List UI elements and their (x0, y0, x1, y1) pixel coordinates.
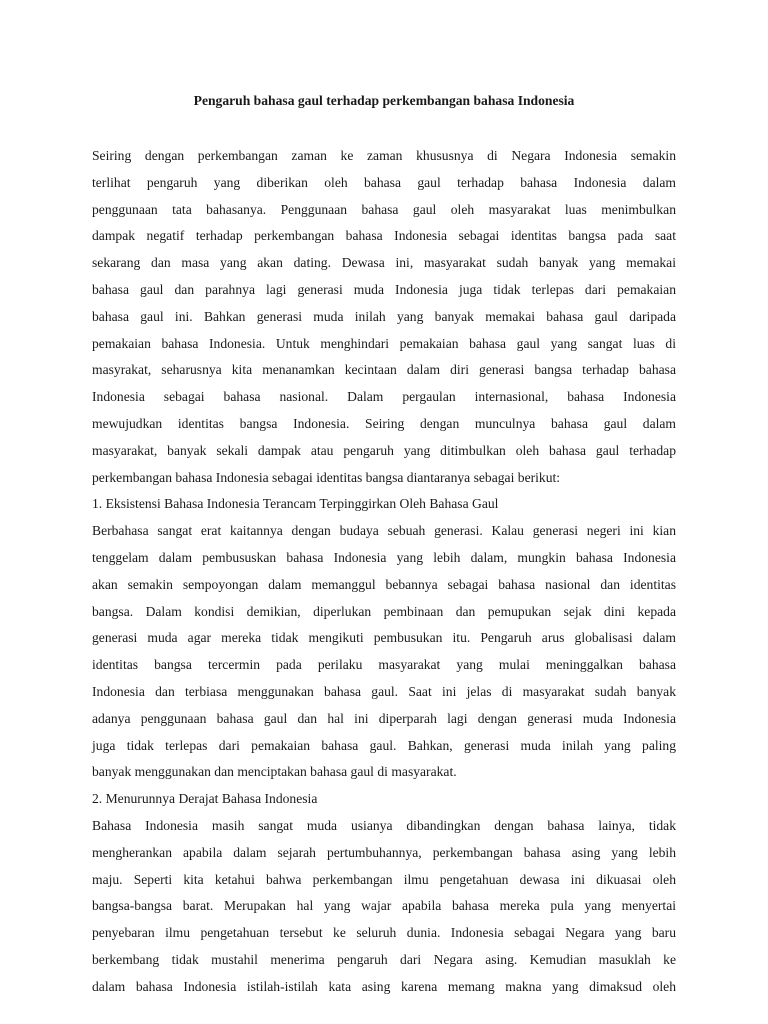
text-line: bangsa-bangsa barat. Merupakan hal yang wajar apabila bahasa mereka pula yang menyertai (92, 898, 676, 914)
text-line: banyak menggunakan dan menciptakan bahasa gaul di masyarakat. (92, 764, 457, 780)
text-line: masyarakat, banyak sekali dampak atau pengaruh yang ditimbulkan oleh bahasa gaul terhadap (92, 442, 676, 458)
text-line: dampak negatif terhadap perkembangan bahasa Indonesia sebagai identitas bangsa pada saat (92, 228, 676, 244)
text-line: 2. Menurunnya Derajat Bahasa Indonesia (92, 791, 318, 807)
text-line: penyebaran ilmu pengetahuan tersebut ke seluruh dunia. Indonesia sebagai Negara yang baru (92, 925, 676, 941)
text-line: mengherankan apabila dalam sejarah pertumbuhannya, perkembangan bahasa asing yang lebih (92, 844, 676, 860)
text-line: Bahasa Indonesia masih sangat muda usianya dibandingkan dengan bahasa lainya, tidak (92, 818, 676, 833)
text-line: perkembangan bahasa Indonesia sebagai identitas bangsa diantaranya sebagai berikut: (92, 469, 561, 485)
text-line: sekarang dan masa yang akan dating. Dewasa ini, masyarakat sudah banyak yang memakai (92, 255, 676, 271)
text-line: berkembang tidak mustahil menerima pengaruh dari Negara asing. Kemudian masuklah ke (92, 952, 676, 967)
text-line: generasi muda agar mereka tidak mengikuti pembusukan itu. Pengaruh arus globalisasi dalam (92, 630, 676, 646)
text-line: maju. Seperti kita ketahui bahwa perkembangan ilmu pengetahuan dewasa ini dikuasai oleh (92, 871, 676, 887)
text-line: bahasa gaul ini. Bahkan generasi muda inilah yang banyak memakai bahasa gaul daripada (92, 308, 676, 324)
text-line: tenggelam dalam pembususkan bahasa Indonesia yang lebih dalam, mungkin bahasa Indonesia (92, 550, 676, 565)
text-line: bahasa gaul dan parahnya lagi generasi muda Indonesia juga tidak terlepas dari pemakaian (92, 282, 676, 297)
document-title: Pengaruh bahasa gaul terhadap perkembangan bahasa Indonesia (193, 93, 575, 108)
text-line: terlihat pengaruh yang diberikan oleh bahasa gaul terhadap bahasa Indonesia dalam (92, 174, 676, 190)
text-line: bangsa. Dalam kondisi demikian, diperlukan pembinaan dan pemupukan sejak dini kepada (92, 603, 676, 619)
text-line: dalam bahasa Indonesia istilah-istilah kata asing karena memang makna yang dimaksud oleh (92, 978, 676, 994)
text-line: pemakaian bahasa Indonesia. Untuk menghindari pemakaian bahasa gaul yang sangat luas di (92, 335, 676, 351)
text-line: Indonesia dan terbiasa menggunakan bahasa gaul. Saat ini jelas di masyarakat sudah banyak (92, 684, 676, 699)
text-line: juga tidak terlepas dari pemakaian bahasa gaul. Bahkan, generasi muda inilah yang paling (92, 737, 676, 753)
text-line: Seiring dengan perkembangan zaman ke zaman khususnya di Negara Indonesia semakin (92, 148, 676, 163)
text-line: Indonesia sebagai bahasa nasional. Dalam pergaulan internasional, bahasa Indonesia (92, 389, 676, 405)
text-line: Berbahasa sangat erat kaitannya dengan budaya sebuah generasi. Kalau generasi negeri ini kian (92, 523, 676, 539)
text-line: masyrakat, seharusnya kita menanamkan kecintaan dalam diri generasi bangsa terhadap bahasa (92, 362, 676, 378)
text-line: akan semakin sempoyongan dalam memanggul bebannya sebagai bahasa nasional dan identitas (92, 576, 676, 592)
text-line: identitas bangsa tercermin pada perilaku masyarakat yang mulai meninggalkan bahasa (92, 657, 676, 673)
text-line: penggunaan tata bahasanya. Penggunaan bahasa gaul oleh masyarakat luas menimbulkan (92, 201, 676, 217)
text-line: adanya penggunaan bahasa gaul dan hal ini diperparah lagi dengan generasi muda Indonesia (92, 710, 676, 726)
text-line: mewujudkan identitas bangsa Indonesia. Seiring dengan munculnya bahasa gaul dalam (92, 416, 676, 431)
text-line: 1. Eksistensi Bahasa Indonesia Terancam Terpinggirkan Oleh Bahasa Gaul (92, 496, 499, 512)
